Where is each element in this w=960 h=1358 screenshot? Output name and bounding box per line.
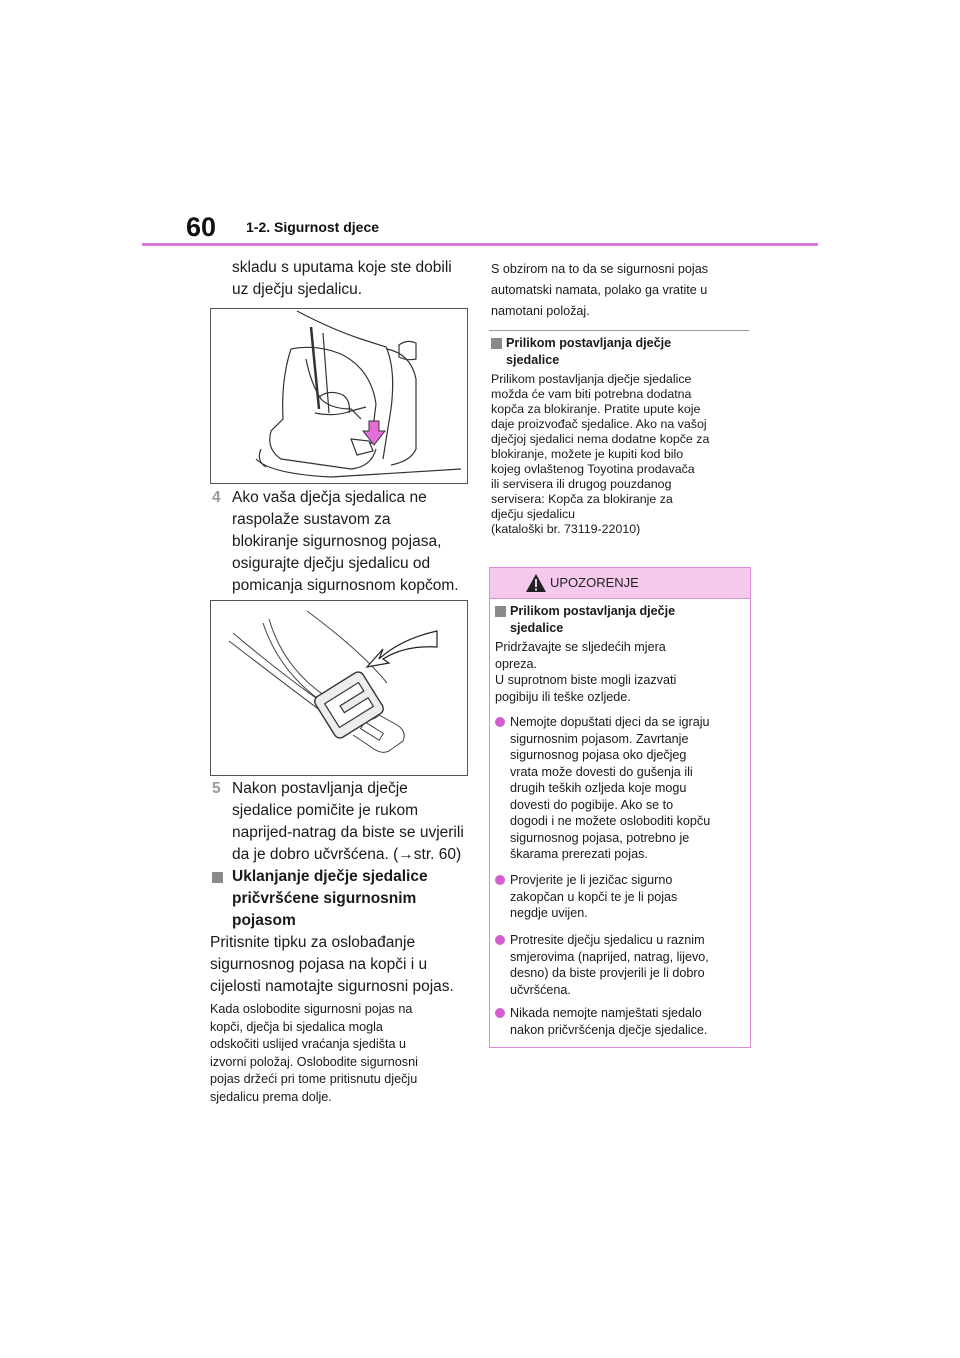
- locking-clip-drawing: [211, 601, 467, 775]
- bullet-icon: [495, 935, 505, 945]
- page-number: 60: [186, 212, 217, 242]
- child-seat-drawing: [211, 309, 467, 483]
- step-5-number: 5: [212, 780, 221, 797]
- intro-text: skladu s uputama koje ste dobili uz dječju sjedalicu.: [232, 259, 452, 298]
- warning-bullet-3: Protresite dječju sjedalicu u raznim smjerovima (naprijed, natrag, lijevo, desno) da biste provjerili je li dobro učvršćena.: [495, 932, 747, 998]
- warning-header: [490, 568, 750, 599]
- warning-bullet-4: Nikada nemojte namještati sjedalo nakon pričvršćenja dječje sjedalice.: [495, 1005, 747, 1038]
- warning-heading: Prilikom postavljanja dječje sjedalice: [495, 603, 745, 636]
- bullet-icon: [495, 875, 505, 885]
- arrow-icon: [363, 421, 385, 445]
- square-bullet-icon: [495, 606, 506, 617]
- removal-note: Kada oslobodite sigurnosni pojas na kopči, dječja bi sjedalica mogla odskočiti uslijed vraćanja sjedišta u izvorni položaj. Oslobodite sigurnosni pojas držeći pri tome pritisnutu dječju sjedalicu prema dolje.: [210, 1002, 418, 1104]
- removal-heading: Uklanjanje dječje sjedalice pričvršćene sigurnosnim pojasom: [212, 866, 472, 932]
- warning-triangle-icon: [525, 573, 547, 593]
- warning-bullet-1: Nemojte dopuštati djeci da se igraju sigurnosnim pojasom. Zavrtanje sigurnosnog pojasa oko dječjeg vrata može dovesti do gušenja ili drugih teških ozljeda koje mogu dovesti do pogibije. Ako se to dogodi i ne možete osloboditi kopču sigurnosnog pojasa, potrebno je škarama prerezati pojas.: [495, 714, 747, 863]
- step-4: 4 Ako vaša dječja sjedalica ne raspolaže sustavom za blokiranje sigurnosnog pojasa, osigurajte dječju sjedalicu od pomicanja sigurnosnom kopčom.: [212, 489, 459, 594]
- installing-heading: Prilikom postavljanja dječje sjedalice: [491, 335, 749, 368]
- installing-body: Prilikom postavljanja dječje sjedalice možda će vam biti potrebna dodatna kopča za blokiranje. Pratite upute koje daje proizvođač sjedalice. Ako na vašoj dječjoj sjedalici nema dodatne kopče za blokiranje, možete je kupiti kod bilo kojeg ovlaštenog Toyotina prodavača ili servisera ili drugog pouzdanog servisera: Kopča za blokiranje za dječju sjedalicu (kataloški br. 73119-22010): [491, 372, 710, 536]
- removal-body: Pritisnite tipku za oslobađanje sigurnosnog pojasa na kopči i u cijelosti namotajte sigurnosni pojas.: [210, 934, 454, 995]
- step-4-number: 4: [212, 489, 221, 506]
- warning-title: UPOZORENJE: [550, 575, 639, 590]
- warning-intro: Pridržavajte se sljedećih mjera opreza. U suprotnom biste mogli izazvati pogibiju ili teške ozljede.: [495, 640, 677, 704]
- square-bullet-icon: [491, 338, 502, 349]
- child-seat-illustration: [210, 308, 468, 484]
- section-divider: [489, 330, 749, 331]
- arrow-icon: [367, 631, 437, 667]
- retract-note: S obzirom na to da se sigurnosni pojas automatski namata, polako ga vratite u namotani položaj.: [491, 262, 709, 318]
- bullet-icon: [495, 717, 505, 727]
- bullet-icon: [495, 1008, 505, 1018]
- step-5: 5 Nakon postavljanja dječje sjedalice pomičite je rukom naprijed-natrag da biste se uvjerili da je dobro učvršćena. (→str. 60): [212, 780, 464, 863]
- warning-bullet-2: Provjerite je li jezičac sigurno zakopčan u kopči te je li pojas negdje uvijen.: [495, 872, 747, 922]
- section-title: 1-2. Sigurnost djece: [246, 219, 380, 235]
- locking-clip-illustration: [210, 600, 468, 776]
- warning-box: [489, 567, 751, 1048]
- header-rule: [142, 243, 818, 246]
- square-bullet-icon: [212, 872, 223, 883]
